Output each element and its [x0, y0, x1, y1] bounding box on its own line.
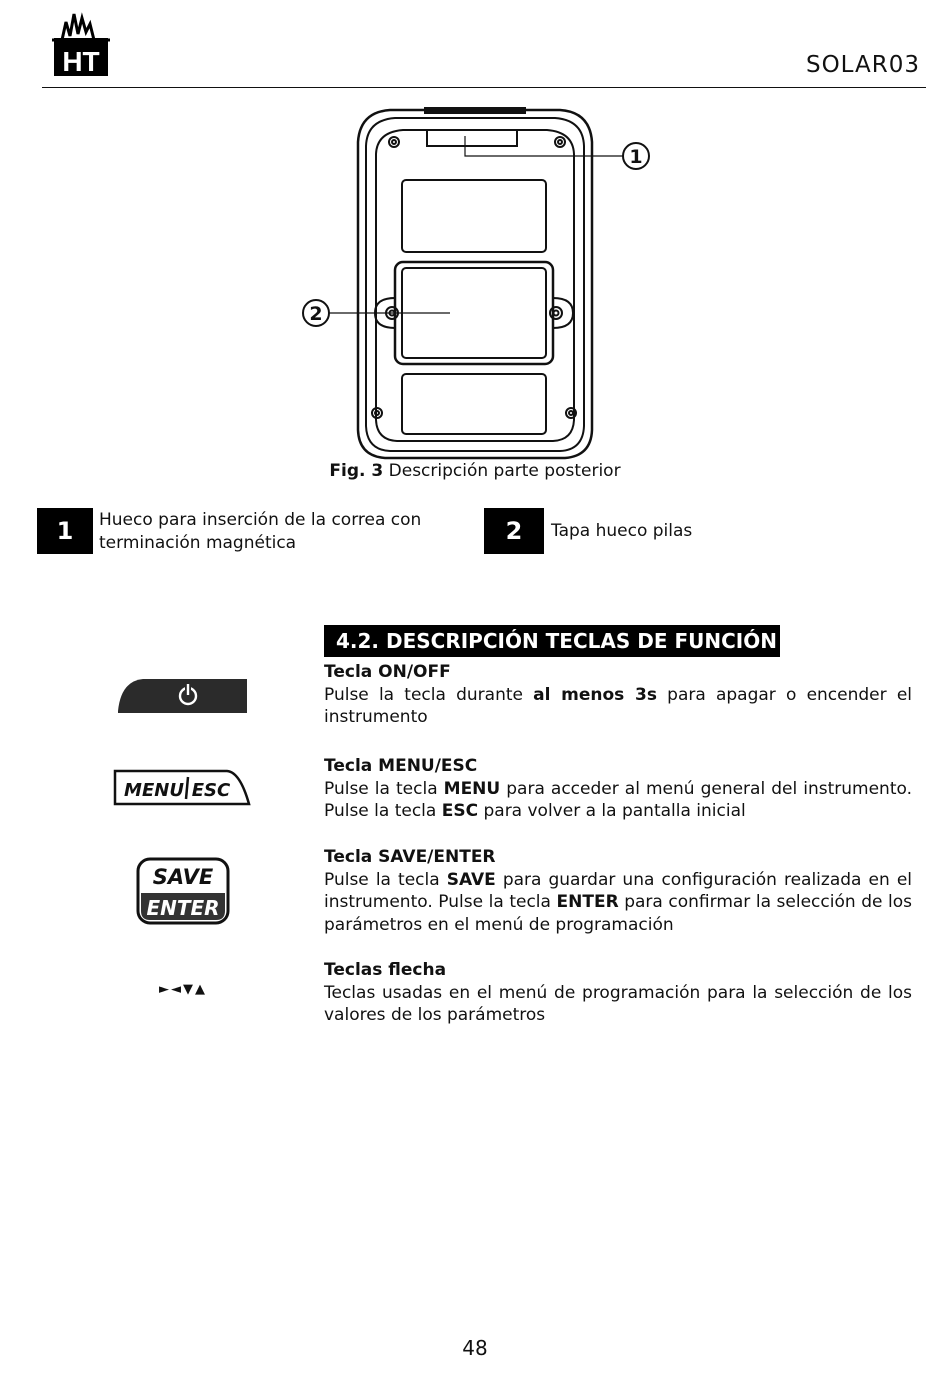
key-onoff-title: Tecla ON/OFF	[324, 662, 451, 682]
key-arrows-description: Teclas usadas en el menú de programación para la selección de los valores de los parámetros	[324, 982, 912, 1025]
arrow-keys-icon: ►◄▼▲	[159, 982, 207, 997]
callout-1-label: 1	[629, 146, 643, 168]
device-rear-illustration	[295, 100, 665, 465]
legend-text-1: Hueco para inserción de la correa con terminación magnética	[99, 510, 422, 553]
figure-caption	[0, 461, 950, 481]
key-menu-esc-description: Pulse la tecla MENU para acceder al menú general del instrumento. Pulse la tecla ESC para volver a la pantalla inicial	[324, 778, 912, 821]
legend-number-2: 2	[484, 508, 544, 554]
save-key-label: SAVE	[152, 865, 214, 889]
key-menu-esc-title: Tecla MENU/ESC	[324, 756, 478, 776]
enter-key-label: ENTER	[146, 896, 220, 920]
esc-key-label: ESC	[191, 780, 231, 801]
ht-logo	[50, 10, 112, 80]
callout-2-label: 2	[309, 303, 323, 325]
menu-key-label: MENU	[124, 780, 184, 801]
key-save-enter-title: Tecla SAVE/ENTER	[324, 847, 496, 867]
legend-text-2: Tapa hueco pilas	[551, 521, 693, 541]
figure-caption-label: Fig. 3	[329, 461, 384, 481]
logo-text: HT	[62, 46, 100, 77]
menu-esc-key-icon	[112, 768, 252, 808]
save-enter-key-icon	[136, 857, 230, 925]
header-divider	[42, 87, 926, 88]
legend-number-1: 1	[37, 508, 93, 554]
figure-caption-text: Descripción parte posterior	[383, 461, 621, 481]
key-menu-esc-block	[324, 755, 912, 823]
model-name: SOLAR03	[805, 52, 920, 78]
key-arrows-title: Teclas flecha	[324, 960, 447, 980]
key-save-enter-block	[324, 846, 912, 936]
key-onoff-block	[324, 661, 912, 729]
section-title: 4.2. DESCRIPCIÓN TECLAS DE FUNCIÓN	[324, 625, 780, 657]
key-arrows-block	[324, 959, 912, 1027]
page-number: 48	[462, 1336, 488, 1360]
power-key-icon	[115, 677, 249, 715]
key-onoff-description: Pulse la tecla durante al menos 3s para apagar o encender el instrumento	[324, 684, 912, 727]
key-save-enter-description: Pulse la tecla SAVE para guardar una configuración realizada en el instrumento. Pulse la tecla ENTER para confirmar la selección de los parámetros en el menú de programación	[324, 869, 912, 935]
